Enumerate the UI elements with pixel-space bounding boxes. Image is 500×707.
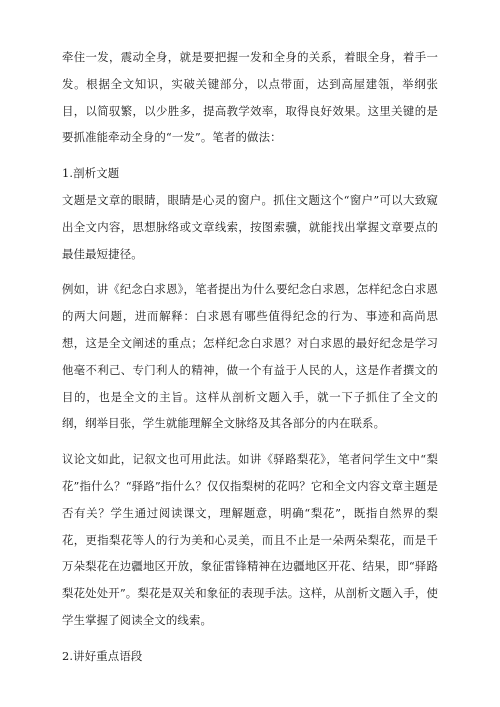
paragraph-title-analysis: 文题是文章的眼睛，眼睛是心灵的窗户。抓住文题这个“窗户”可以大致窥出全文内容，思想脉络或文章线索，按图索骥，就能找出掌握文章要点的最佳最短捷径。 bbox=[62, 192, 438, 261]
section-heading-2: 2.讲好重点语段 bbox=[62, 648, 143, 663]
section-heading-1: 1.剖析文题 bbox=[62, 166, 120, 181]
paragraph-example-bethune: 例如，讲《纪念白求恩》，笔者提出为什么要纪念白求恩，怎样纪念白求恩的两大问题，进而解释：白求恩有哪些值得纪念的行为、事迹和高尚思想，这是全文阐述的重点；怎样纪念白求恩？对白求恩的最好纪念是学习他毫不利己、专门利人的精神，做一个有益于人民的人，这是作者撰文的目的，也是全文的主旨。这样从剖析文题入手，就一下子抓住了全文的纲，纲举目张，学生就能理解全文脉络及其各部分的内在联系。 bbox=[62, 282, 438, 431]
paragraph-example-pear-blossom: 议论文如此，记叙文也可用此法。如讲《驿路梨花》，笔者问学生文中“梨花”指什么？“驿路”指什么？仅仅指梨树的花吗？它和全文内容文章主题是否有关？学生通过阅读课文，理解题意，明确“梨花”，既指自然界的梨花，更指梨花等人的行为美和心灵美，而且不止是一朵两朵梨花，而是千万朵梨花在边疆地区开放，象征雷锋精神在边疆地区开花、结果，即“驿路梨花处处开”。梨花是双关和象征的表现手法。这样，从剖析文题入手，使学生掌握了阅读全文的线索。 bbox=[62, 452, 438, 627]
paragraph-intro: 牵住一发，震动全身，就是要把握一发和全身的关系，着眼全身，着手一发。根据全文知识，实破关键部分，以点带面，达到高屋建瓴，举纲张目，以简驭繁，以少胜多，提高教学效率，取得良好效果。这里关键的是要抓准能牵动全身的“一发”。笔者的做法： bbox=[62, 50, 438, 145]
document-page bbox=[62, 44, 438, 670]
